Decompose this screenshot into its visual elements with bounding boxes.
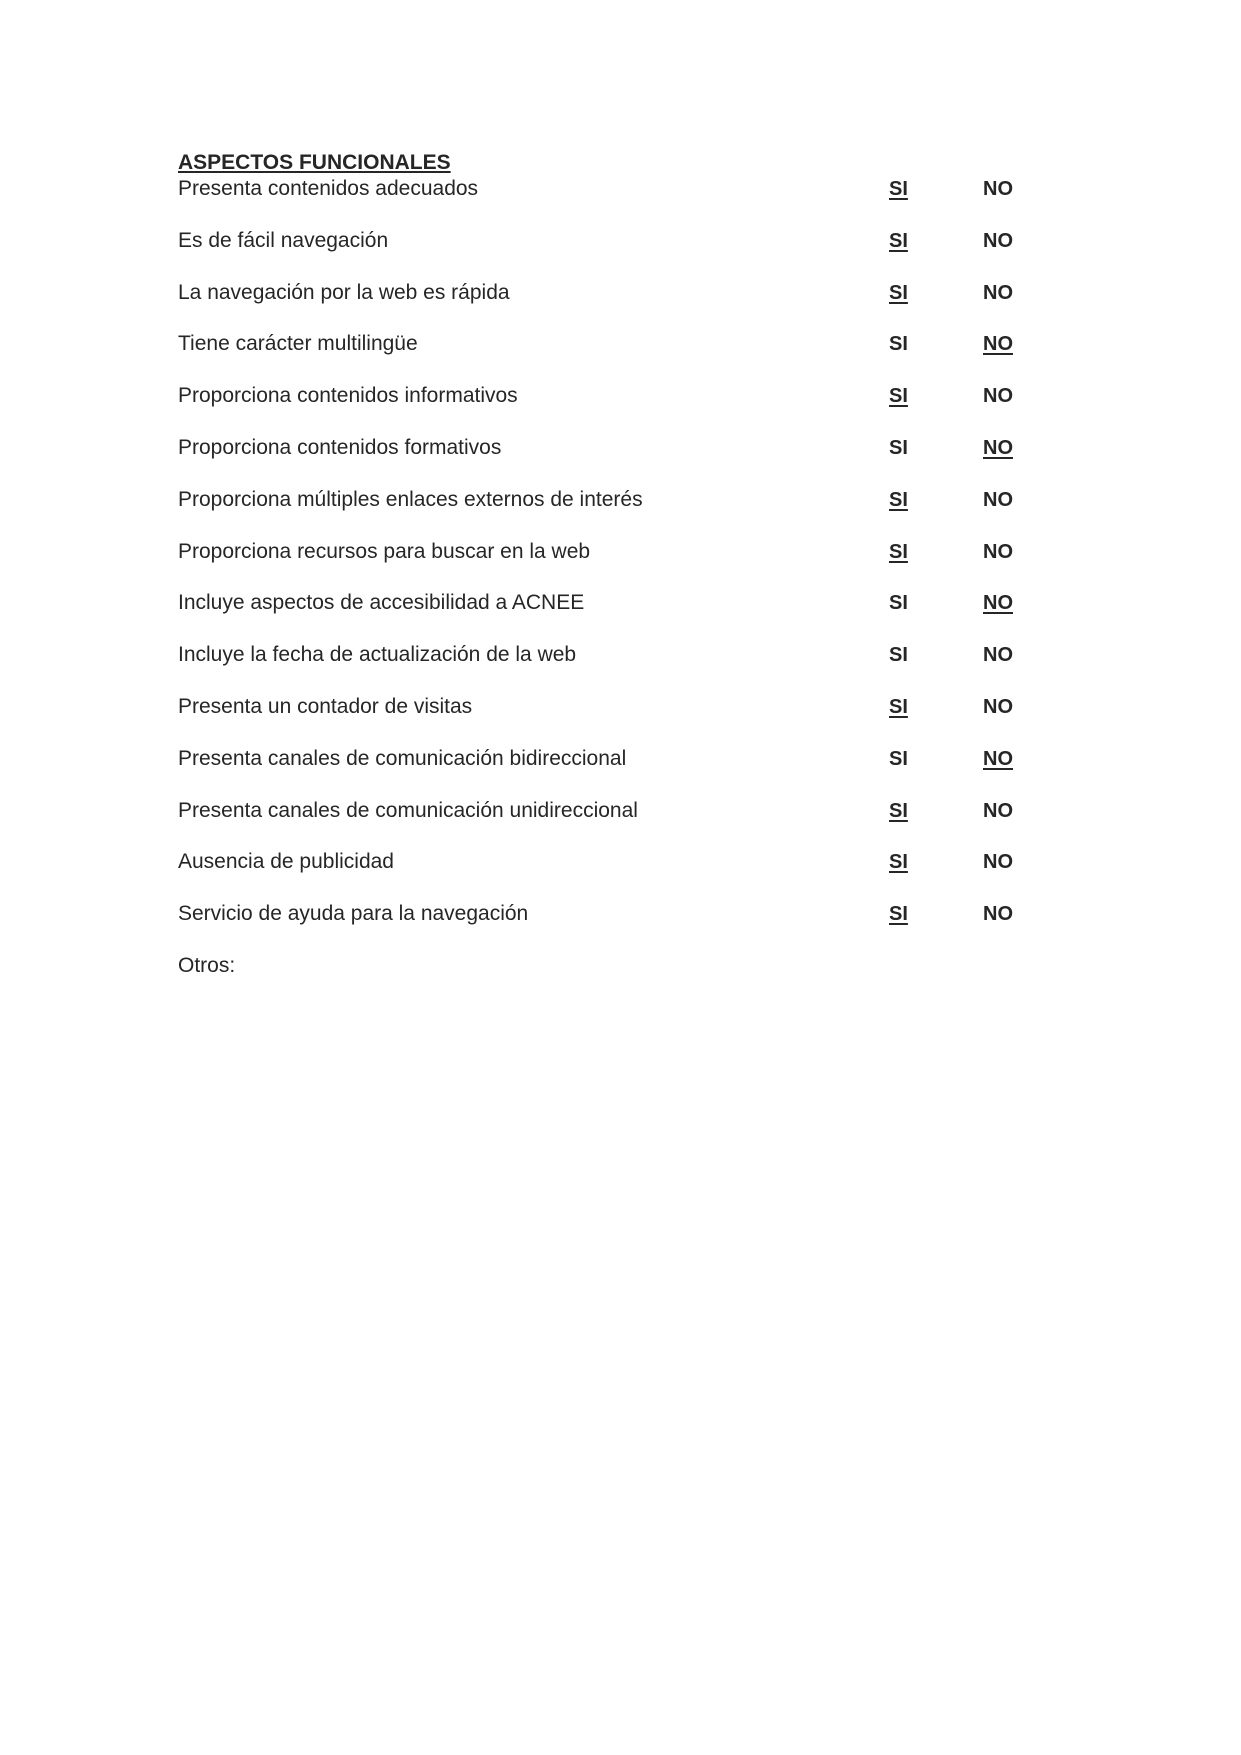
option-si[interactable]: SI [889,436,908,459]
checklist-row [178,280,1058,332]
option-no[interactable]: NO [983,903,1013,926]
checklist-item-label: Presenta contenidos adecuados [178,177,479,200]
checklist-item-label: Proporciona recursos para buscar en la web [178,539,591,563]
others-label: Otros: [178,954,236,977]
option-si[interactable]: SI [889,540,908,563]
checklist-row [178,331,1058,383]
checklist-item-label: Tiene carácter multilingüe [178,332,418,356]
option-si[interactable]: SI [889,333,908,356]
checklist-row [178,590,1058,642]
checklist-item-label: Proporciona contenidos informativos [178,384,518,408]
checklist-item-label: Incluye la fecha de actualización de la web [178,643,577,667]
checklist-item-label: Proporciona contenidos formativos [178,435,502,459]
option-si[interactable]: SI [889,747,908,770]
option-si[interactable]: SI [889,281,908,304]
option-no[interactable]: NO [983,385,1013,408]
checklist-item-label: Presenta canales de comunicación bidireccional [178,746,627,770]
checklist-row [178,798,1058,850]
option-no[interactable]: NO [983,488,1013,511]
checklist-row [178,435,1058,487]
checklist-row [178,539,1058,591]
option-si[interactable]: SI [889,229,908,252]
option-si[interactable]: SI [889,488,908,511]
option-no[interactable]: NO [983,592,1013,615]
option-si[interactable]: SI [889,385,908,408]
option-si[interactable]: SI [889,695,908,718]
option-si[interactable]: SI [889,851,908,874]
checklist-item-label: Presenta un contador de visitas [178,694,473,718]
option-si[interactable]: SI [889,644,908,667]
checklist-row [178,383,1058,435]
option-no[interactable]: NO [983,436,1013,459]
checklist-item-label: Ausencia de publicidad [178,850,394,874]
checklist-row [178,228,1058,280]
option-no[interactable]: NO [983,281,1013,304]
checklist-item-label: Proporciona múltiples enlaces externos de interés [178,487,643,511]
checklist-row [178,176,1058,228]
option-si[interactable]: SI [889,592,908,615]
option-no[interactable]: NO [983,540,1013,563]
checklist-row [178,901,1058,953]
checklist-row [178,642,1058,694]
checklist-item-label: La navegación por la web es rápida [178,280,510,304]
section-title: ASPECTOS FUNCIONALES [178,151,451,174]
option-si[interactable]: SI [889,178,908,200]
option-no[interactable]: NO [983,695,1013,718]
option-no[interactable]: NO [983,851,1013,874]
option-no[interactable]: NO [983,644,1013,667]
checklist-item-label: Es de fácil navegación [178,228,389,252]
checklist-row [178,746,1058,798]
checklist-row [178,849,1058,901]
option-no[interactable]: NO [983,229,1013,252]
option-no[interactable]: NO [983,799,1013,822]
checklist [178,176,1058,953]
option-si[interactable]: SI [889,799,908,822]
option-no[interactable]: NO [983,747,1013,770]
checklist-item-label: Incluye aspectos de accesibilidad a ACNEE [178,591,585,615]
checklist-item-label: Presenta canales de comunicación unidireccional [178,798,638,822]
option-no[interactable]: NO [983,333,1013,356]
option-no[interactable]: NO [983,178,1013,200]
option-si[interactable]: SI [889,903,908,926]
checklist-row [178,487,1058,539]
checklist-row [178,694,1058,746]
checklist-item-label: Servicio de ayuda para la navegación [178,902,529,926]
